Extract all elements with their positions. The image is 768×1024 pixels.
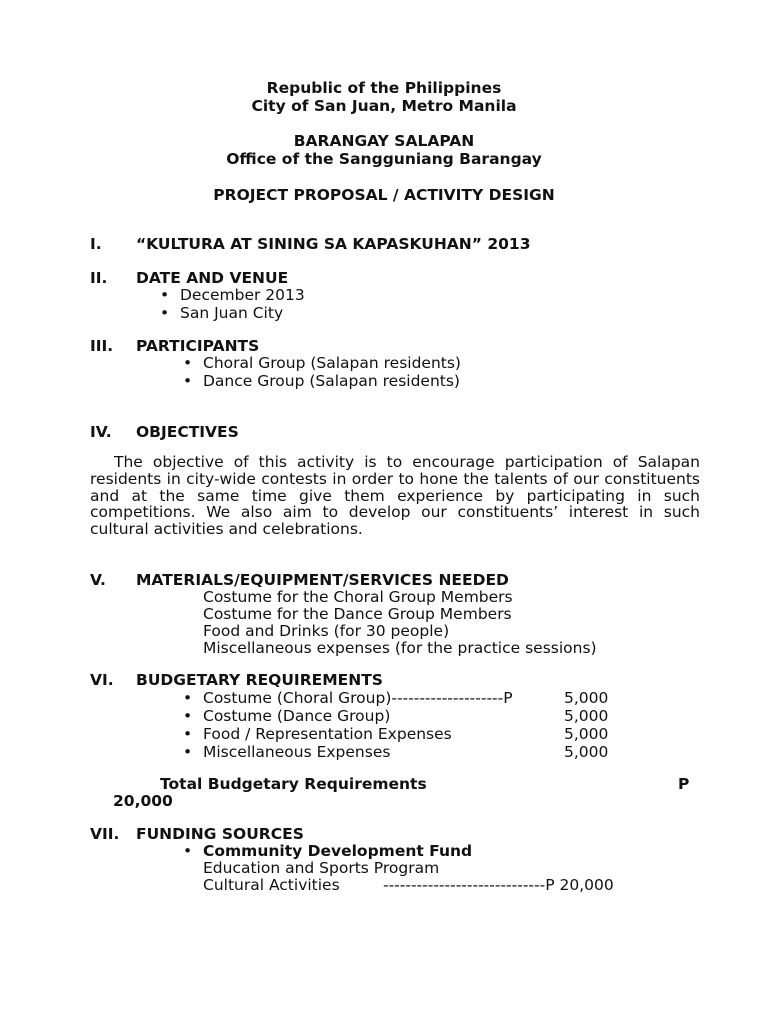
section-number: V. [90, 571, 106, 589]
budget-item-amount: 5,000 [564, 689, 609, 707]
section-title: FUNDING SOURCES [136, 825, 304, 843]
fund-activity: Cultural Activities [203, 876, 340, 894]
budget-item-label: Miscellaneous Expenses [203, 743, 391, 761]
header-office: Office of the Sangguniang Barangay [226, 150, 542, 168]
header-barangay: BARANGAY SALAPAN [293, 132, 475, 150]
material-item: Miscellaneous expenses (for the practice sessions) [203, 639, 597, 657]
bullet-icon: • [183, 689, 193, 707]
section-number: VII. [90, 825, 120, 843]
header-city: City of San Juan, Metro Manila [251, 97, 517, 115]
section-title: MATERIALS/EQUIPMENT/SERVICES NEEDED [136, 571, 509, 589]
section-number: III. [90, 337, 114, 355]
material-item: Costume for the Choral Group Members [203, 588, 513, 606]
participant-item: Dance Group (Salapan residents) [203, 372, 460, 390]
header-republic: Republic of the Philippines [266, 79, 502, 97]
material-item: Costume for the Dance Group Members [203, 605, 512, 623]
section-number: II. [90, 269, 108, 287]
venue-item: San Juan City [180, 304, 284, 322]
fund-program: Education and Sports Program [203, 859, 440, 877]
section-title: DATE AND VENUE [136, 269, 289, 287]
objectives-paragraph: The objective of this activity is to encourage participation of Salapan residents in city-wide contests in order to hone the talents of our constituents and at the same time give them experience by participating in such competitions. We also aim to develop our constituents’ interest in such cultural activities and celebrations. [90, 453, 700, 539]
total-currency: P [678, 775, 690, 793]
budget-item-amount: 5,000 [564, 725, 609, 743]
budget-item-amount: 5,000 [564, 743, 609, 761]
section-title: PARTICIPANTS [136, 337, 260, 355]
section-title: OBJECTIVES [136, 423, 239, 441]
section-number: I. [90, 235, 102, 253]
budget-item-label: Food / Representation Expenses [203, 725, 452, 743]
bullet-icon: • [183, 707, 193, 725]
bullet-icon: • [183, 842, 193, 860]
material-item: Food and Drinks (for 30 people) [203, 622, 450, 640]
section-number: IV. [90, 423, 112, 441]
header-proposal-title: PROJECT PROPOSAL / ACTIVITY DESIGN [213, 186, 555, 204]
bullet-icon: • [183, 354, 193, 372]
bullet-icon: • [183, 372, 193, 390]
fund-name: Community Development Fund [203, 842, 473, 860]
budget-item-label: Costume (Dance Group) [203, 707, 391, 725]
total-label: Total Budgetary Requirements [160, 775, 427, 793]
section-number: VI. [90, 671, 114, 689]
budget-item-label: Costume (Choral Group)--------------------P [203, 689, 513, 707]
budget-item-amount: 5,000 [564, 707, 609, 725]
bullet-icon: • [160, 286, 170, 304]
total-amount: 20,000 [113, 792, 173, 810]
bullet-icon: • [160, 304, 170, 322]
participant-item: Choral Group (Salapan residents) [203, 354, 461, 372]
section-title: BUDGETARY REQUIREMENTS [136, 671, 383, 689]
date-item: December 2013 [180, 286, 305, 304]
bullet-icon: • [183, 725, 193, 743]
bullet-icon: • [183, 743, 193, 761]
fund-activity-amount: -----------------------------P 20,000 [383, 876, 614, 894]
activity-title: “KULTURA AT SINING SA KAPASKUHAN” 2013 [136, 235, 531, 253]
